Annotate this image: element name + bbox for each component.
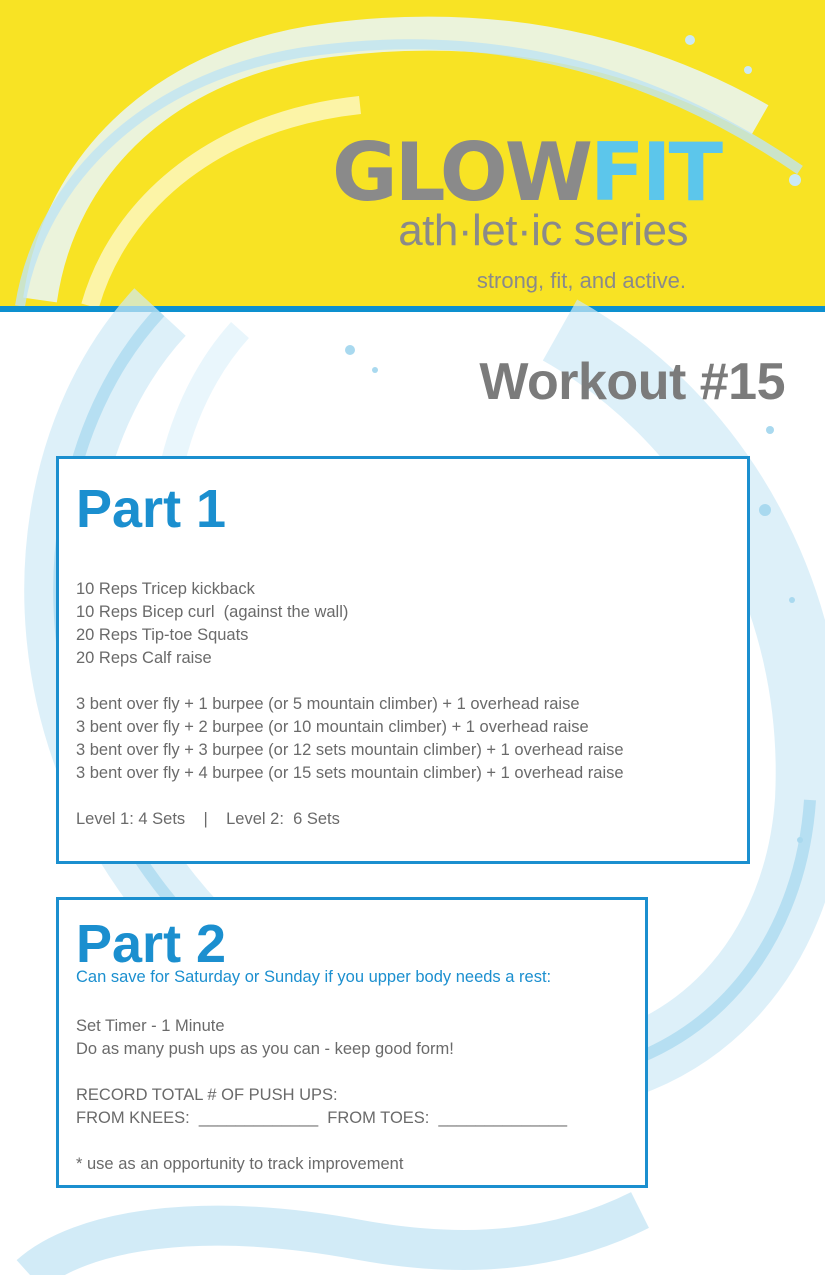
exercise-item: 10 Reps Tricep kickback (76, 580, 255, 598)
logo-series-text: ath·let·ic series (398, 206, 688, 255)
combo-item: 3 bent over fly + 2 burpee (or 10 mountain climber) + 1 overhead raise (76, 718, 589, 736)
header-divider (0, 306, 825, 312)
timer-text: Set Timer - 1 Minute (76, 1017, 225, 1035)
logo-glow-text: GLOW (332, 126, 591, 219)
record-label: RECORD TOTAL # OF PUSH UPS: (76, 1086, 338, 1104)
note-text: * use as an opportunity to track improvement (76, 1155, 404, 1173)
instruction-text: Do as many push ups as you can - keep good form! (76, 1040, 454, 1058)
combo-item: 3 bent over fly + 3 burpee (or 12 sets mountain climber) + 1 overhead raise (76, 741, 624, 759)
glowfit-logo (332, 126, 721, 296)
part-1-card (56, 456, 750, 864)
part-2-card (56, 897, 648, 1188)
logo-fit-text: FIT (590, 126, 721, 219)
workout-title: Workout #15 (479, 353, 785, 411)
record-fill-line: FROM KNEES: _____________ FROM TOES: ______________ (76, 1109, 568, 1127)
part-2-content (76, 1015, 567, 1176)
exercise-item: 20 Reps Tip-toe Squats (76, 626, 249, 644)
levels-text: Level 1: 4 Sets | Level 2: 6 Sets (76, 810, 340, 828)
part-1-content (76, 578, 624, 831)
combo-item: 3 bent over fly + 1 burpee (or 5 mountain climber) + 1 overhead raise (76, 695, 580, 713)
exercise-item: 20 Reps Calf raise (76, 649, 212, 667)
combo-item: 3 bent over fly + 4 burpee (or 15 sets mountain climber) + 1 overhead raise (76, 764, 624, 782)
exercise-item: 10 Reps Bicep curl (against the wall) (76, 603, 349, 621)
header-banner (0, 0, 825, 306)
logo-tagline: strong, fit, and active. (476, 268, 686, 293)
part-2-title: Part 2 (76, 914, 227, 974)
logo-wordmark (332, 126, 721, 219)
part-2-subtitle: Can save for Saturday or Sunday if you upper body needs a rest: (76, 968, 552, 986)
part-1-title: Part 1 (76, 479, 227, 539)
